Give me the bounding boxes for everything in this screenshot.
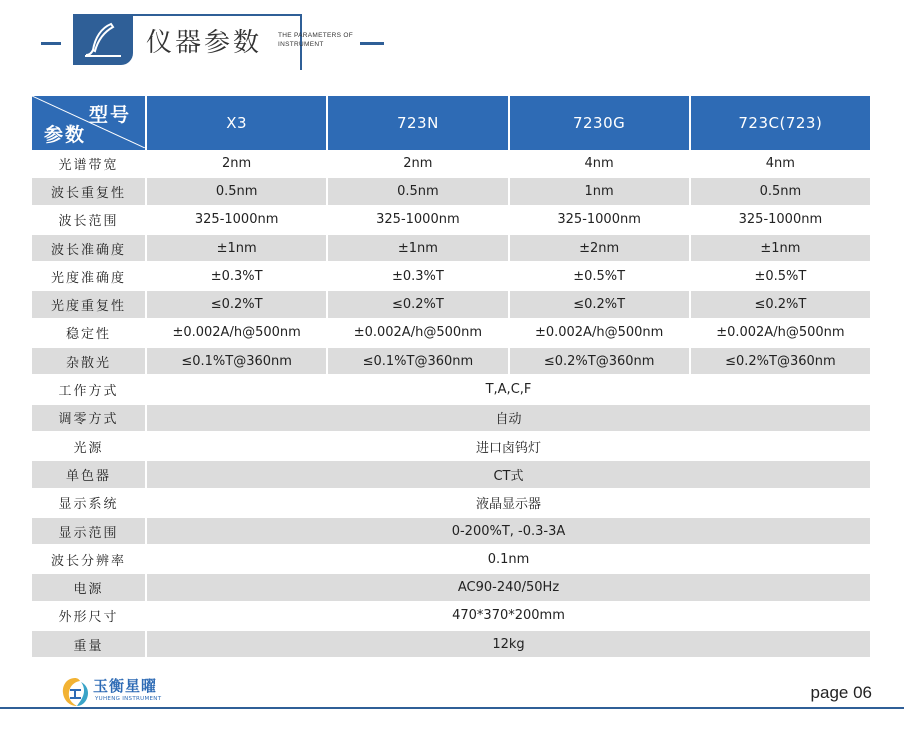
quill-icon: [73, 14, 133, 65]
table-row: [32, 631, 870, 659]
table-cell: 4nm: [689, 150, 870, 178]
parameters-table: [32, 96, 870, 659]
table-cell: ≤0.1%T@360nm: [145, 348, 326, 376]
page-subtitle: [278, 31, 353, 49]
row-label: 光源: [32, 433, 145, 461]
footer-rule: [0, 707, 904, 709]
table-row: [32, 603, 870, 631]
page-subtitle-line2: INSTRUMENT: [278, 41, 324, 48]
table-row: [32, 348, 870, 376]
table-cell: 0.5nm: [326, 178, 507, 206]
table-cell: ±0.002A/h@500nm: [508, 320, 689, 348]
row-label: 电源: [32, 574, 145, 602]
page-subtitle-line1: THE PARAMETERS OF: [278, 32, 354, 39]
table-cell: ±1nm: [326, 235, 507, 263]
table-cell-shared: 0.1nm: [145, 546, 870, 574]
table-cell: ±0.3%T: [145, 263, 326, 291]
table-row: [32, 178, 870, 206]
row-label: 杂散光: [32, 348, 145, 376]
table-cell-shared: 自动: [145, 405, 870, 433]
header-right-rule: [360, 42, 384, 45]
table-cell: ≤0.2%T@360nm: [689, 348, 870, 376]
table-cell-shared: 470*370*200mm: [145, 603, 870, 631]
brand-logo: [60, 674, 170, 710]
table-row: [32, 546, 870, 574]
table-row: [32, 235, 870, 263]
row-label: 调零方式: [32, 405, 145, 433]
table-cell: ≤0.1%T@360nm: [326, 348, 507, 376]
table-cell-shared: AC90-240/50Hz: [145, 574, 870, 602]
table-cell-shared: CT式: [145, 461, 870, 489]
page-title: 仪器参数: [146, 28, 263, 58]
table-cell: ≤0.2%T: [689, 291, 870, 319]
table-row: [32, 518, 870, 546]
model-header-723c: 723C(723): [689, 96, 870, 150]
brand-name-cn: 玉衡星曜: [93, 677, 158, 695]
table-cell: ±0.5%T: [508, 263, 689, 291]
table-cell: 325-1000nm: [689, 207, 870, 235]
table-corner-cell: [32, 96, 145, 150]
table-cell: ±0.002A/h@500nm: [326, 320, 507, 348]
table-cell-shared: 0-200%T, -0.3-3A: [145, 518, 870, 546]
table-row: [32, 150, 870, 178]
table-cell: 0.5nm: [145, 178, 326, 206]
table-cell-shared: 进口卤钨灯: [145, 433, 870, 461]
table-header-row: [32, 96, 870, 150]
table-cell: 325-1000nm: [326, 207, 507, 235]
table-cell: 4nm: [508, 150, 689, 178]
table-cell: 0.5nm: [689, 178, 870, 206]
row-label: 显示范围: [32, 518, 145, 546]
table-row: [32, 405, 870, 433]
row-label: 显示系统: [32, 490, 145, 518]
row-label: 波长准确度: [32, 235, 145, 263]
table-cell: ≤0.2%T: [326, 291, 507, 319]
table-row: [32, 320, 870, 348]
row-label: 波长分辨率: [32, 546, 145, 574]
table-cell: 2nm: [145, 150, 326, 178]
table-cell: ±0.3%T: [326, 263, 507, 291]
table-cell: ±1nm: [689, 235, 870, 263]
brand-name-en: YUHENG INSTRUMENT: [95, 696, 162, 702]
row-label: 波长范围: [32, 207, 145, 235]
corner-model-label: 型号: [88, 104, 131, 126]
table-cell: 2nm: [326, 150, 507, 178]
brand-mark-icon: [60, 676, 90, 708]
table-cell: ≤0.2%T: [145, 291, 326, 319]
row-label: 光度重复性: [32, 291, 145, 319]
table-cell: ±0.002A/h@500nm: [145, 320, 326, 348]
table-cell: ≤0.2%T: [508, 291, 689, 319]
table-cell: ≤0.2%T@360nm: [508, 348, 689, 376]
table-row: [32, 461, 870, 489]
table-cell-shared: T,A,C,F: [145, 376, 870, 404]
corner-param-label: 参数: [44, 124, 87, 146]
row-label: 外形尺寸: [32, 603, 145, 631]
table-cell-shared: 液晶显示器: [145, 490, 870, 518]
page-number: page 06: [810, 683, 872, 702]
table-cell: ±0.5%T: [689, 263, 870, 291]
table-row: [32, 291, 870, 319]
table-cell: ±0.002A/h@500nm: [689, 320, 870, 348]
row-label: 单色器: [32, 461, 145, 489]
header-left-rule: [41, 42, 61, 45]
model-header-723n: 723N: [326, 96, 507, 150]
table-cell: 325-1000nm: [145, 207, 326, 235]
table-row: [32, 433, 870, 461]
table-cell: ±1nm: [145, 235, 326, 263]
row-label: 光谱带宽: [32, 150, 145, 178]
table-cell-shared: 12kg: [145, 631, 870, 659]
model-header-x3: X3: [145, 96, 326, 150]
table-cell: 1nm: [508, 178, 689, 206]
row-label: 波长重复性: [32, 178, 145, 206]
row-label: 工作方式: [32, 376, 145, 404]
table-row: [32, 263, 870, 291]
row-label: 光度准确度: [32, 263, 145, 291]
table-row: [32, 574, 870, 602]
row-label: 稳定性: [32, 320, 145, 348]
table-row: [32, 376, 870, 404]
table-cell: ±2nm: [508, 235, 689, 263]
table-row: [32, 490, 870, 518]
row-label: 重量: [32, 631, 145, 659]
table-cell: 325-1000nm: [508, 207, 689, 235]
table-row: [32, 207, 870, 235]
model-header-7230g: 7230G: [508, 96, 689, 150]
